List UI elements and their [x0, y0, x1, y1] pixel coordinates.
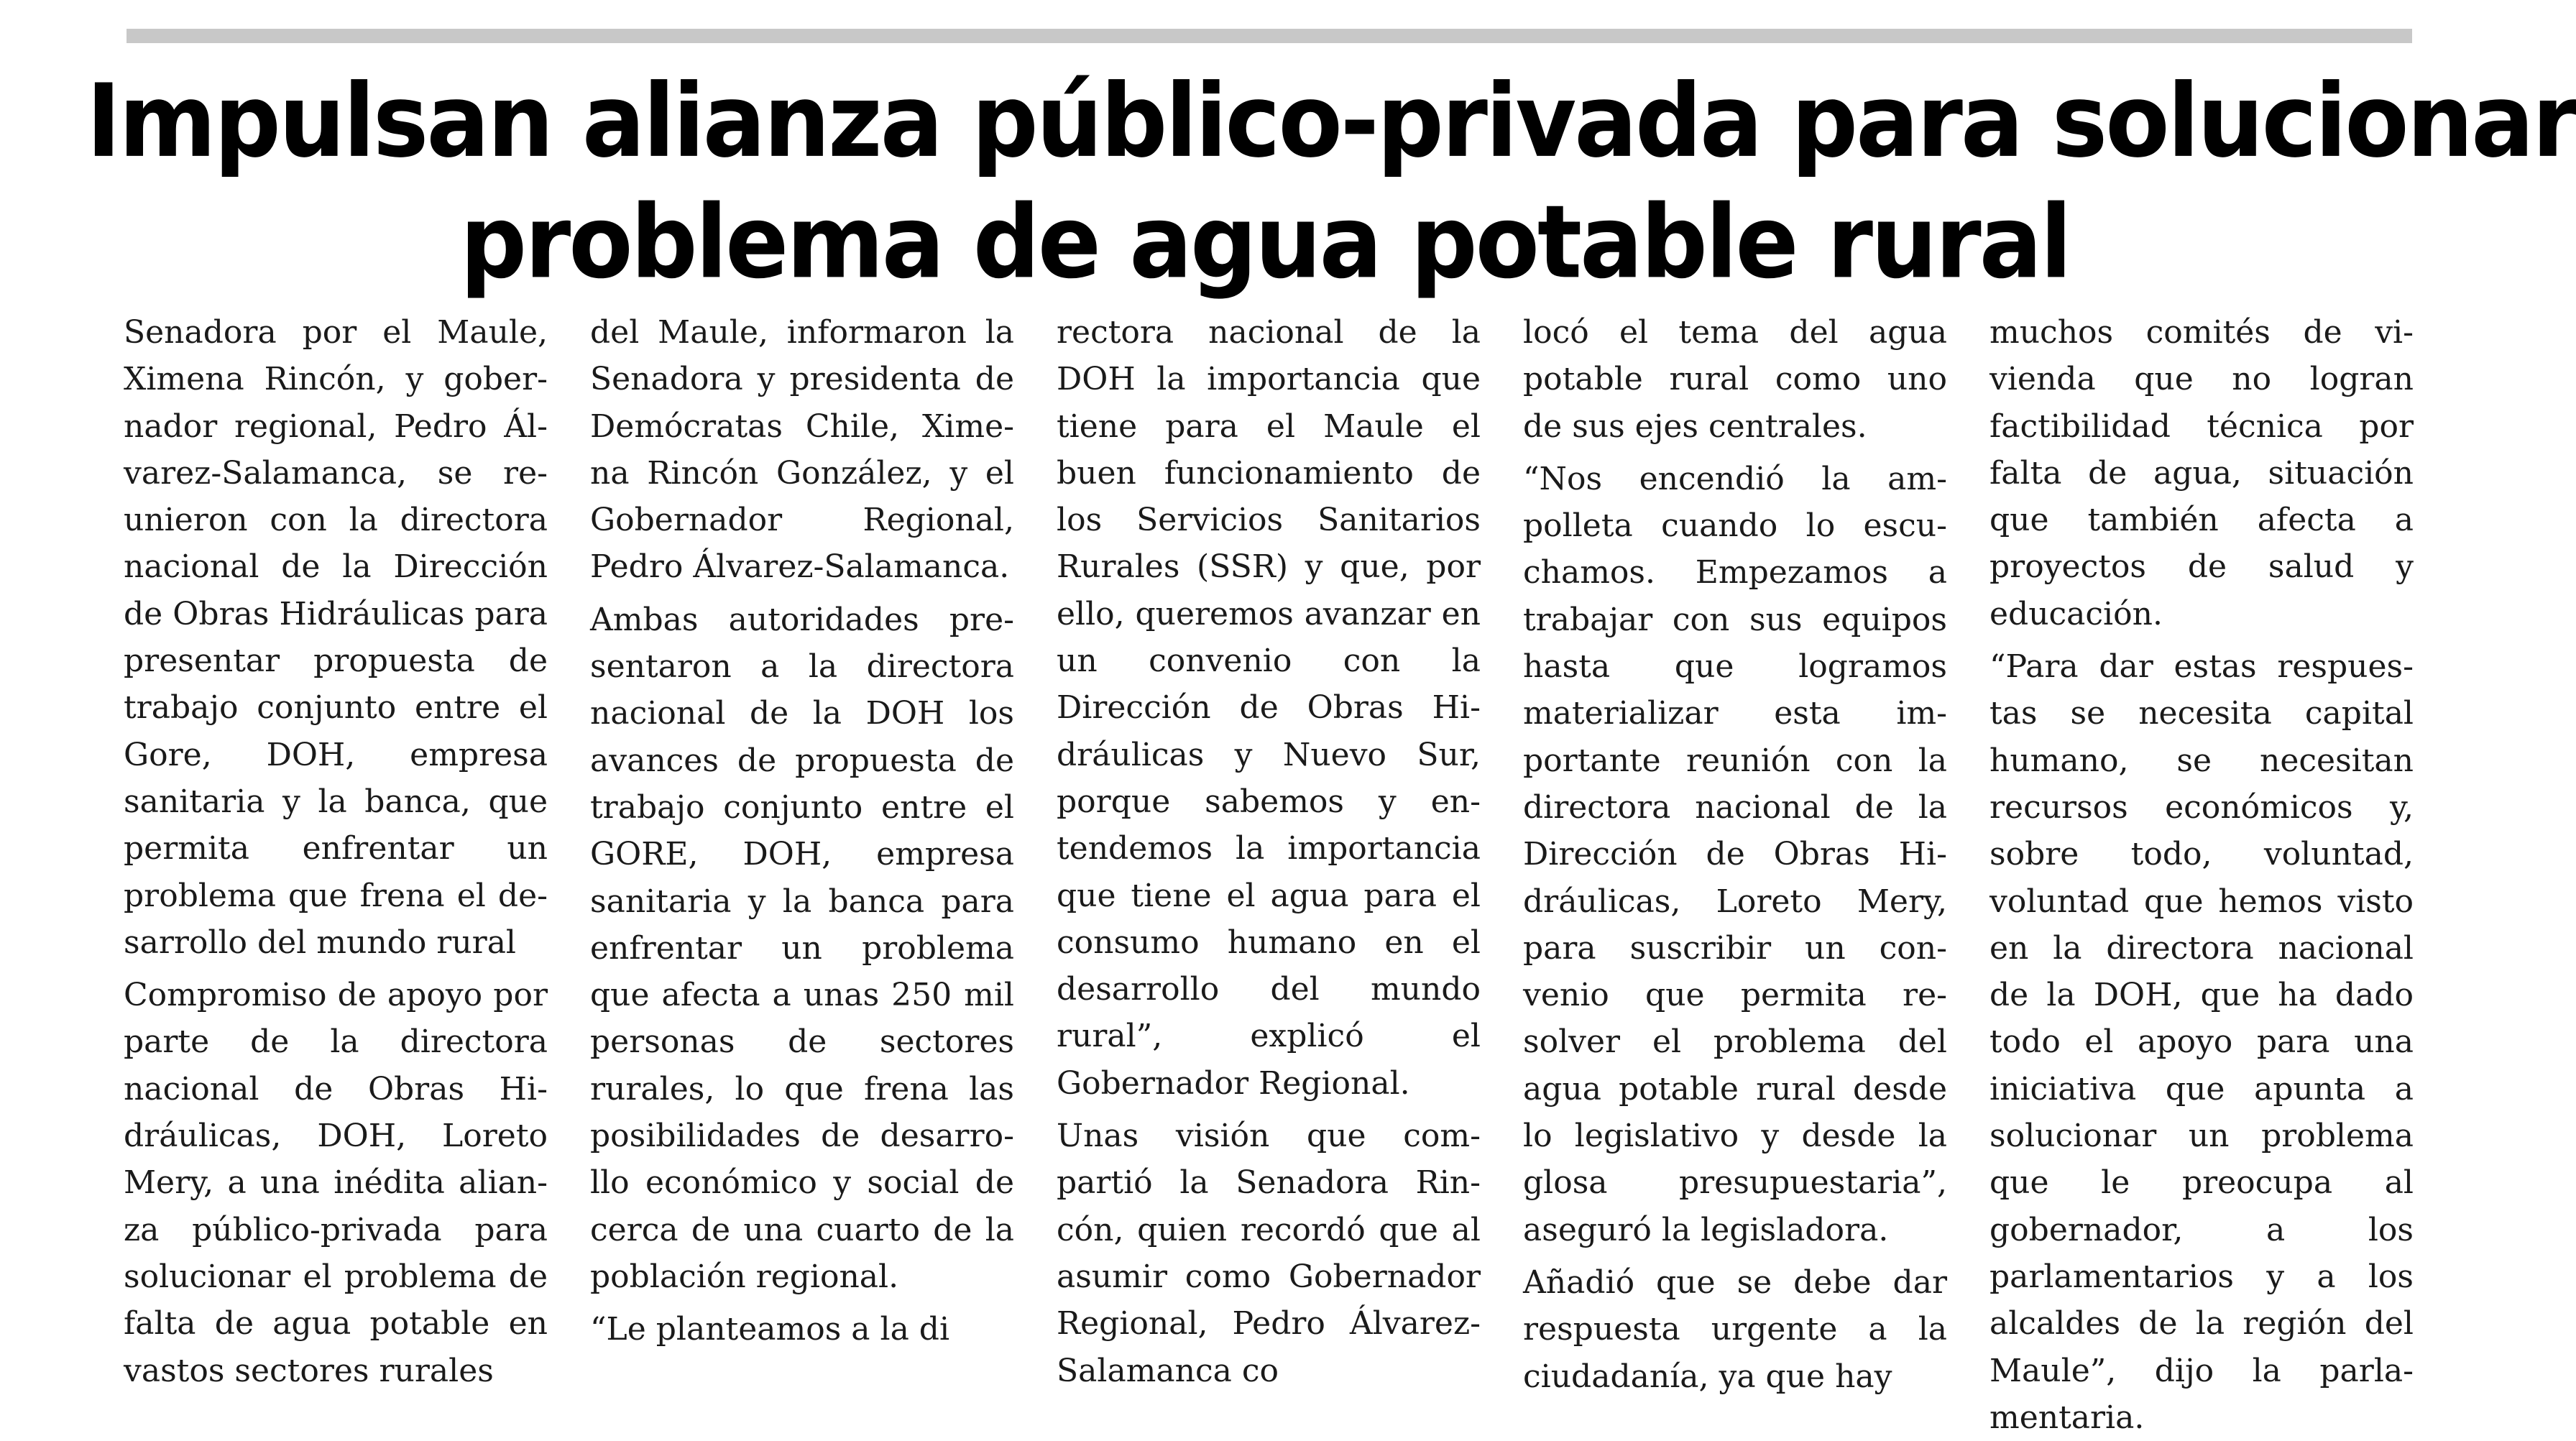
- paragraph: Compromiso de apoyo por parte de la directora nacional de Obras Hidráulicas, DOH, Loreto Mery, a una inédita alianza público-privada para solucionar el problema de falta de agua potable en vastos sectores rurales: [124, 977, 548, 1389]
- paragraph: Unas visión que compartió la Senadora Rincón, quien recordó que al asumir como Gobernador Regional, Pedro Álvarez-Salamanca co: [1057, 1118, 1481, 1389]
- paragraph: Añadió que se debe dar respuesta urgente a la ciudadanía, ya que hay: [1523, 1263, 1947, 1395]
- column-2: [590, 309, 1014, 1441]
- headline-line-1: Impulsan alianza público-privada para solucionar: [86, 62, 2576, 180]
- paragraph: rectora nacional de la DOH la importancia que tiene para el Maule el buen funcionamiento de los Servicios Sanitarios Rurales (SSR) y que, por ello, queremos avanzar en un convenio con la Dirección de Obras Hidráulicas y Nuevo Sur, porque sabemos y entendemos la importancia que tiene el agua para el consumo humano en el desarrollo del mundo rural”, explicó el Gobernador Regional.: [1057, 314, 1481, 1102]
- headline: [86, 60, 2576, 303]
- paragraph: “Nos encendió la ampolleta cuando lo escuchamos. Empezamos a trabajar con sus equipos hasta que logramos materializar esta importante reunión con la directora nacional de la Dirección de Obras Hidráulicas, Loreto Mery, para suscribir un convenio que permita resolver el problema del agua potable rural desde lo legislativo y desde la glosa presupuestaria”, aseguró la legisladora.: [1523, 460, 1947, 1248]
- column-5: [1990, 309, 2414, 1441]
- column-1: [124, 309, 548, 1441]
- paragraph: “Para dar estas respuestas se necesita capital humano, se necesitan recursos económicos y, sobre todo, voluntad, voluntad que hemos visto en la directora nacional de la DOH, que ha dado todo el apoyo para una iniciativa que apunta a solucionar un problema que le preocupa al gobernador, a los parlamentarios y a los alcaldes de la región del Maule”, dijo la parlamentaria.: [1990, 648, 2414, 1436]
- top-rule: [126, 29, 2412, 43]
- paragraph: muchos comités de vivienda que no logran factibilidad técnica por falta de agua, situación que también afecta a proyectos de salud y educación.: [1990, 314, 2414, 632]
- paragraph: del Maule, informaron la Senadora y presidenta de Demócratas Chile, Ximena Rincón González, y el Gobernador Regional, Pedro Álvarez-Salamanca.: [590, 314, 1014, 586]
- paragraph: Ambas autoridades presentaron a la directora nacional de la DOH los avances de propuesta de trabajo conjunto entre el GORE, DOH, empresa sanitaria y la banca para enfrentar un problema que afecta a unas 250 mil personas de sectores rurales, lo que frena las posibilidades de desarrollo económico y social de cerca de una cuarto de la población regional.: [590, 601, 1014, 1295]
- column-3: [1057, 309, 1481, 1441]
- paragraph: Senadora por el Maule, Ximena Rincón, y gobernador regional, Pedro Álvarez-Salamanca, se reunieron con la directora nacional de la Dirección de Obras Hidráulicas para presentar propuesta de trabajo conjunto entre el Gore, DOH, empresa sanitaria y la banca, que permita enfrentar un problema que frena el desarrollo del mundo rural: [124, 314, 548, 961]
- paragraph: locó el tema del agua potable rural como uno de sus ejes centrales.: [1523, 314, 1947, 445]
- paragraph: “Le planteamos a la di: [590, 1311, 950, 1348]
- headline-line-2: problema de agua potable rural: [460, 183, 2070, 301]
- column-4: [1523, 309, 1947, 1441]
- article-body: [124, 309, 2415, 1436]
